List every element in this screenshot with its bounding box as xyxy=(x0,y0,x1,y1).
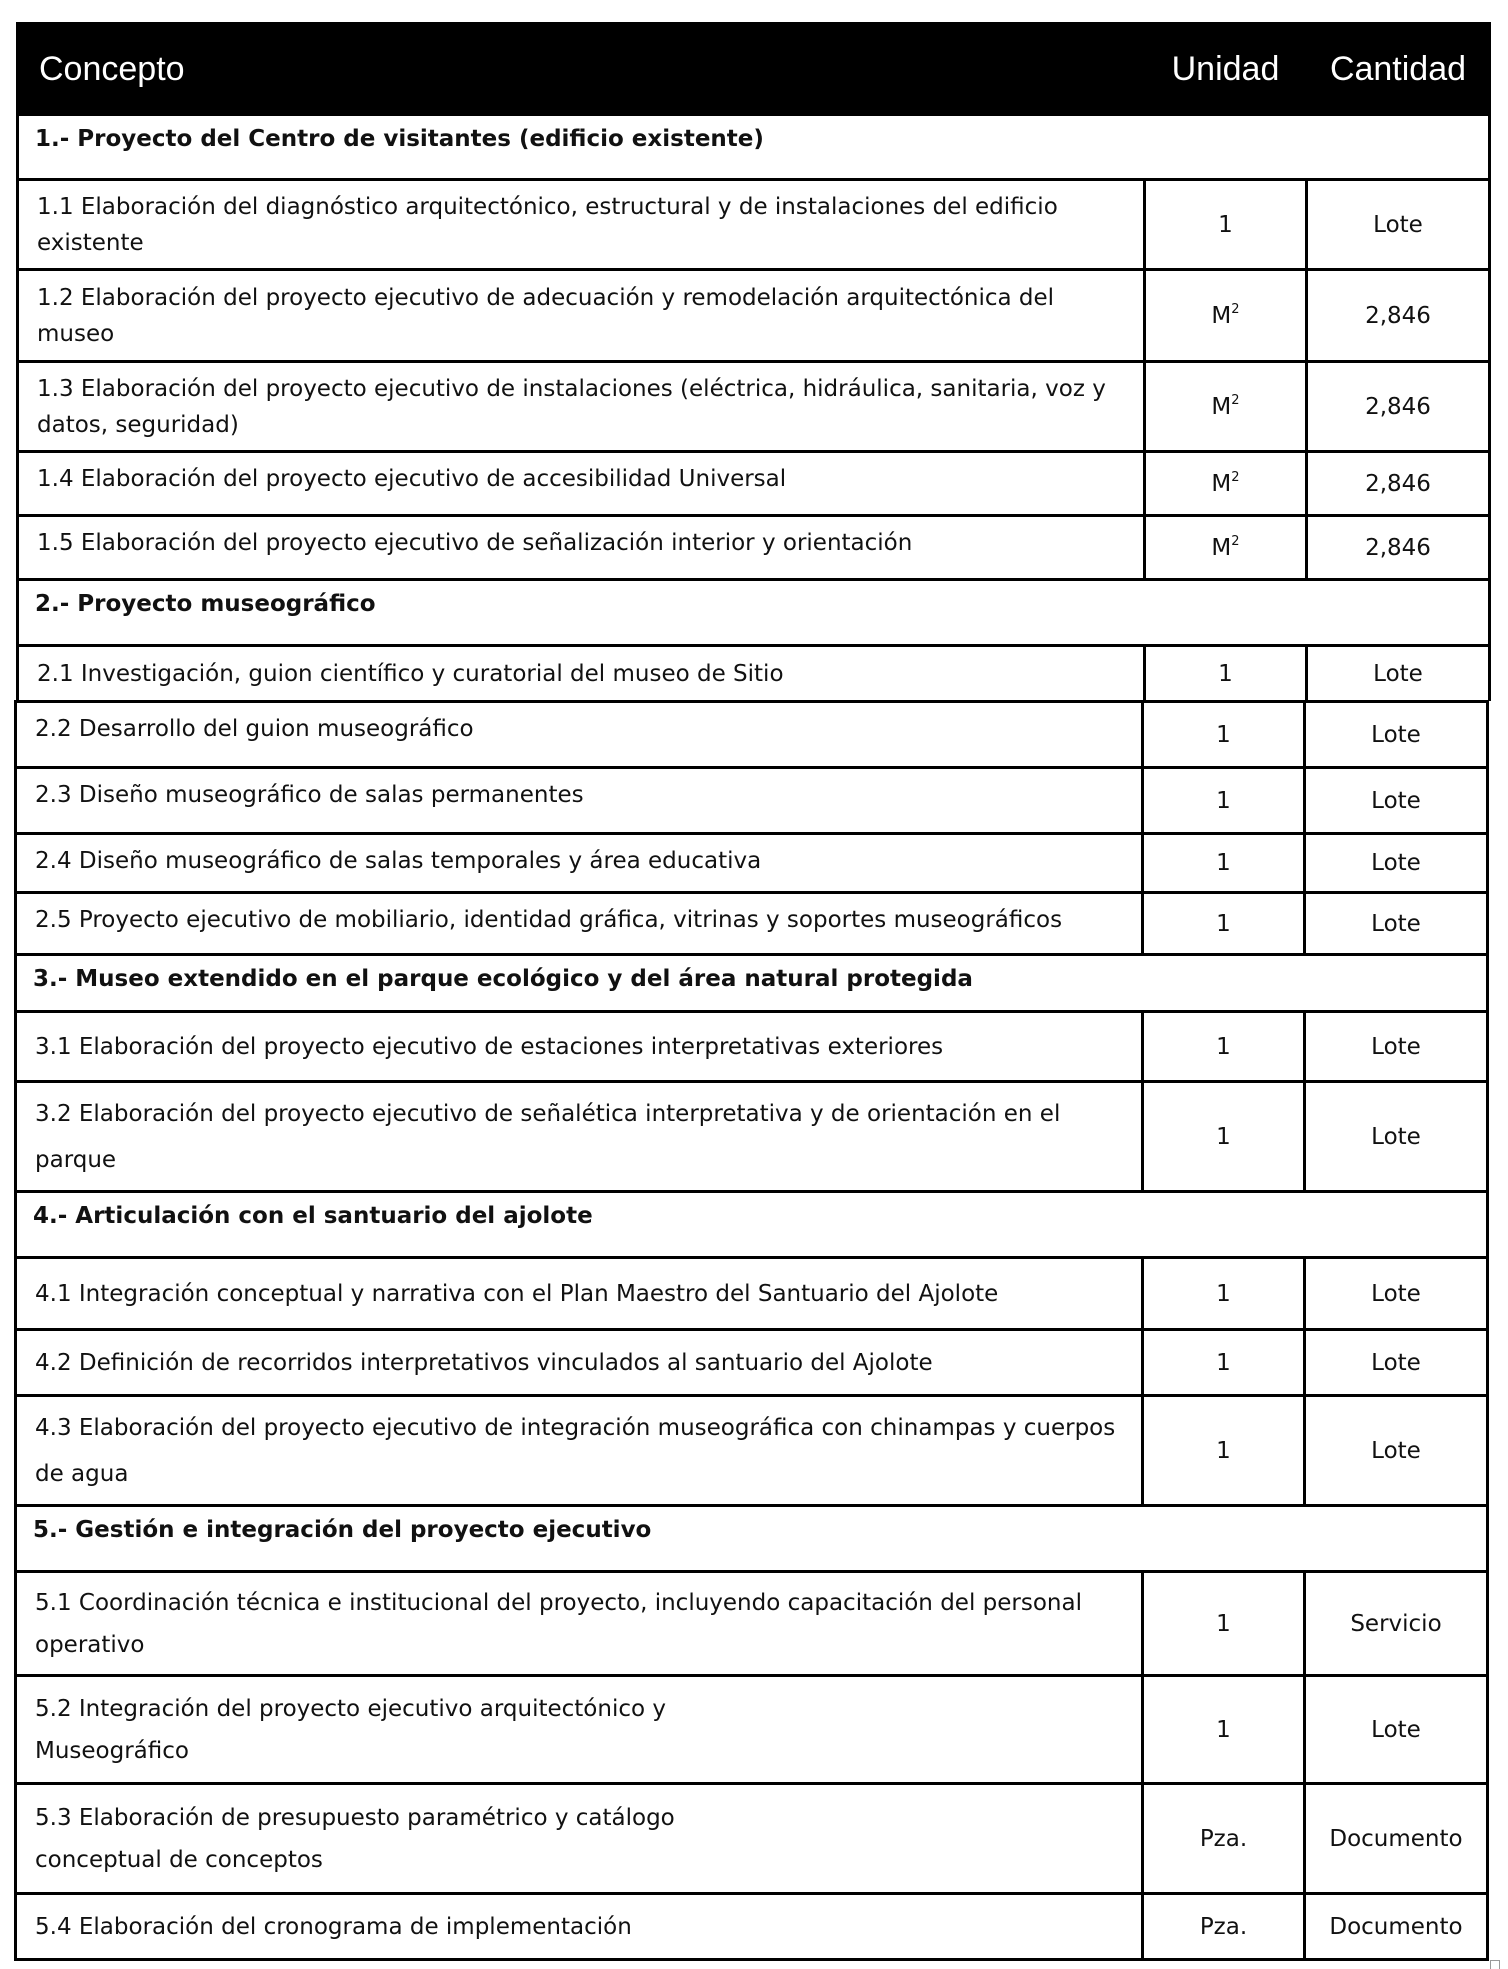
unidad-cell: 1 xyxy=(1143,1396,1305,1506)
unidad-cell: 1 xyxy=(1145,180,1307,270)
table-row xyxy=(16,1330,1488,1396)
unidad-cell: 1 xyxy=(1143,834,1305,893)
cantidad-cell: Lote xyxy=(1305,1396,1488,1506)
concepto-cell xyxy=(16,1676,1143,1784)
concepto-cell: 4.2 Definición de recorridos interpretativos vinculados al santuario del Ajolote xyxy=(16,1330,1143,1396)
cantidad-cell: Lote xyxy=(1305,834,1488,893)
table-row xyxy=(16,893,1488,955)
cantidad-cell: Lote xyxy=(1305,702,1488,768)
unit-text: M xyxy=(1211,535,1232,561)
table-row xyxy=(16,702,1488,768)
cantidad-cell: 2,846 xyxy=(1307,516,1490,580)
section-row xyxy=(18,115,1490,180)
cantidad-cell: 2,846 xyxy=(1307,270,1490,362)
cantidad-cell: Lote xyxy=(1305,1012,1488,1082)
unidad-cell: 1 xyxy=(1143,1330,1305,1396)
cantidad-cell: Lote xyxy=(1305,893,1488,955)
section-title: 5.- Gestión e integración del proyecto ejecutivo xyxy=(16,1506,1488,1572)
table-row xyxy=(16,1396,1488,1506)
unit-superscript: 2 xyxy=(1231,393,1240,408)
cantidad-cell: Lote xyxy=(1305,768,1488,834)
table-row xyxy=(16,834,1488,893)
table-row xyxy=(16,1676,1488,1784)
unit-text: M xyxy=(1211,471,1232,497)
unidad-cell: Pza. xyxy=(1143,1894,1305,1960)
unidad-cell: 1 xyxy=(1143,893,1305,955)
cantidad-cell: Documento xyxy=(1305,1784,1488,1894)
concepto-cell: 1.5 Elaboración del proyecto ejecutivo de señalización interior y orientación xyxy=(18,516,1145,580)
concepto-cell: 3.2 Elaboración del proyecto ejecutivo de señalética interpretativa y de orientación en el parque xyxy=(16,1082,1143,1192)
concepto-cell: 5.1 Coordinación técnica e institucional del proyecto, incluyendo capacitación del personal operativo xyxy=(16,1572,1143,1676)
table-row xyxy=(18,646,1490,701)
section-row xyxy=(18,580,1490,646)
unidad-cell: 1 xyxy=(1143,1572,1305,1676)
cantidad-cell: Lote xyxy=(1307,646,1490,701)
section-row xyxy=(16,1506,1488,1572)
cantidad-cell: Lote xyxy=(1305,1676,1488,1784)
table-row xyxy=(16,1258,1488,1330)
unidad-cell: 1 xyxy=(1143,1676,1305,1784)
unidad-cell xyxy=(1145,452,1307,516)
section-title: 1.- Proyecto del Centro de visitantes (edificio existente) xyxy=(18,115,1490,180)
table-row xyxy=(16,1082,1488,1192)
unit-superscript: 2 xyxy=(1231,470,1240,485)
table-row xyxy=(16,1012,1488,1082)
concepto-cell: 3.1 Elaboración del proyecto ejecutivo de estaciones interpretativas exteriores xyxy=(16,1012,1143,1082)
unidad-cell xyxy=(1145,270,1307,362)
table-row xyxy=(16,768,1488,834)
cantidad-cell: Lote xyxy=(1305,1258,1488,1330)
header-unidad: Unidad xyxy=(1145,24,1307,115)
cantidad-cell: 2,846 xyxy=(1307,362,1490,452)
header-cantidad: Cantidad xyxy=(1307,24,1490,115)
concepto-cell: 4.1 Integración conceptual y narrativa con el Plan Maestro del Santuario del Ajolote xyxy=(16,1258,1143,1330)
concepto-cell: 4.3 Elaboración del proyecto ejecutivo de integración museográfica con chinampas y cuerpos de agua xyxy=(16,1396,1143,1506)
concepto-cell: 2.1 Investigación, guion científico y curatorial del museo de Sitio xyxy=(18,646,1145,701)
paragraph-mark-icon xyxy=(1490,1960,1500,1969)
unidad-cell: Pza. xyxy=(1143,1784,1305,1894)
cantidad-cell: Servicio xyxy=(1305,1572,1488,1676)
unidad-cell: 1 xyxy=(1143,1258,1305,1330)
unidad-cell xyxy=(1145,362,1307,452)
concepto-cell: 1.3 Elaboración del proyecto ejecutivo de instalaciones (eléctrica, hidráulica, sanitaria, voz y datos, seguridad) xyxy=(18,362,1145,452)
table-row xyxy=(18,362,1490,452)
concepto-cell: 5.4 Elaboración del cronograma de implementación xyxy=(16,1894,1143,1960)
unit-superscript: 2 xyxy=(1231,302,1240,317)
cantidad-cell: 2,846 xyxy=(1307,452,1490,516)
concepto-cell: 1.4 Elaboración del proyecto ejecutivo de accesibilidad Universal xyxy=(18,452,1145,516)
header-concepto: Concepto xyxy=(18,24,1145,115)
concepto-cell: 2.2 Desarrollo del guion museográfico xyxy=(16,702,1143,768)
concepto-cell: 2.3 Diseño museográfico de salas permanentes xyxy=(16,768,1143,834)
section-title: 4.- Articulación con el santuario del ajolote xyxy=(16,1192,1488,1258)
cantidad-cell: Lote xyxy=(1307,180,1490,270)
concepto-line: 5.3 Elaboración de presupuesto paramétrico y catálogo xyxy=(35,1804,675,1831)
section-row xyxy=(16,1192,1488,1258)
unit-superscript: 2 xyxy=(1231,534,1240,549)
table-row xyxy=(16,1894,1488,1960)
table-row xyxy=(18,452,1490,516)
table-header-row xyxy=(18,24,1490,115)
section-row xyxy=(16,955,1488,1012)
unidad-cell: 1 xyxy=(1145,646,1307,701)
unidad-cell: 1 xyxy=(1143,1082,1305,1192)
unidad-cell xyxy=(1145,516,1307,580)
table-row xyxy=(16,1572,1488,1676)
section-title: 2.- Proyecto museográfico xyxy=(18,580,1490,646)
concepto-cell: 1.1 Elaboración del diagnóstico arquitectónico, estructural y de instalaciones del edificio existente xyxy=(18,180,1145,270)
concepto-cell xyxy=(16,1784,1143,1894)
concepto-cell: 1.2 Elaboración del proyecto ejecutivo de adecuación y remodelación arquitectónica del museo xyxy=(18,270,1145,362)
section-title: 3.- Museo extendido en el parque ecológico y del área natural protegida xyxy=(16,955,1488,1012)
unidad-cell: 1 xyxy=(1143,702,1305,768)
concepto-line: conceptual de conceptos xyxy=(35,1846,323,1873)
cantidad-cell: Lote xyxy=(1305,1330,1488,1396)
unit-text: M xyxy=(1211,303,1232,329)
table-row xyxy=(18,180,1490,270)
cantidad-cell: Lote xyxy=(1305,1082,1488,1192)
concepto-line: 5.2 Integración del proyecto ejecutivo arquitectónico y xyxy=(35,1695,666,1722)
concepto-cell: 2.4 Diseño museográfico de salas temporales y área educativa xyxy=(16,834,1143,893)
cantidad-cell: Documento xyxy=(1305,1894,1488,1960)
table-row xyxy=(18,516,1490,580)
table-row xyxy=(16,1784,1488,1894)
unidad-cell: 1 xyxy=(1143,768,1305,834)
unit-text: M xyxy=(1211,394,1232,420)
table-row xyxy=(18,270,1490,362)
unidad-cell: 1 xyxy=(1143,1012,1305,1082)
concepto-line: Museográfico xyxy=(35,1737,189,1764)
concepts-table-upper xyxy=(16,22,1491,701)
concepto-cell: 2.5 Proyecto ejecutivo de mobiliario, identidad gráfica, vitrinas y soportes museográficos xyxy=(16,893,1143,955)
concepts-table-lower xyxy=(14,700,1489,1961)
